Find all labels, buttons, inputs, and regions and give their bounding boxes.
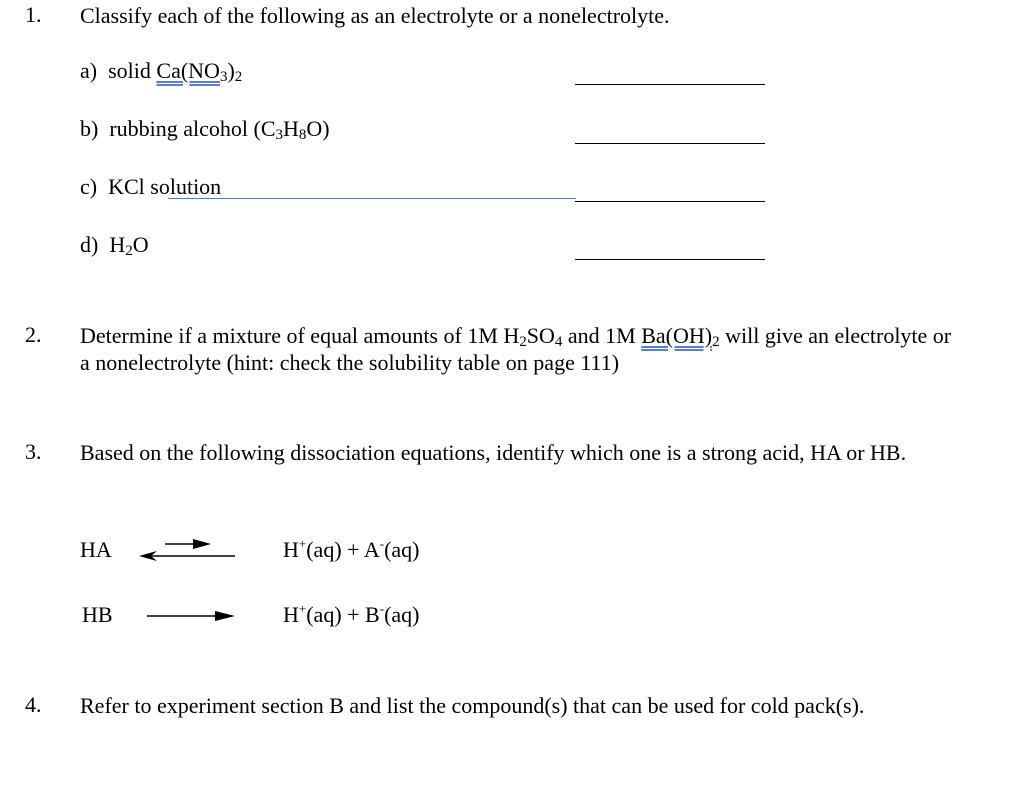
q1-item-a-prefix: solid	[108, 58, 157, 83]
q1-item-b-sub1: 3	[275, 127, 284, 143]
q2-text	[80, 322, 960, 376]
eq1-a-charge: -	[379, 536, 385, 551]
q1-item-a-formula	[156, 58, 220, 83]
q1-item-c	[80, 174, 221, 200]
q1-item-d-base: H	[109, 232, 126, 257]
q1-item-b-sub2: 8	[298, 127, 307, 143]
q1-item-d-label: d)	[80, 232, 99, 257]
q1-item-b-mid1: H	[283, 116, 299, 141]
q1-item-b-prefix: rubbing alcohol (C	[109, 116, 276, 141]
q2-sub1: 2	[519, 334, 527, 350]
q2-text-part1: Determine if a mixture of equal amounts of 1M H	[80, 323, 520, 348]
q1-item-a	[80, 58, 242, 84]
q4-number: 4.	[25, 692, 42, 717]
q1-answer-blank-d[interactable]	[575, 259, 765, 260]
q2-number: 2.	[25, 322, 42, 347]
eq1-mid: (aq) + A	[306, 537, 380, 562]
q1-number: 1.	[25, 2, 42, 27]
eq2-forward-arrow-icon	[145, 608, 237, 624]
q1-answer-blank-c[interactable]	[575, 201, 765, 202]
q1-item-c-word: solution	[150, 174, 222, 199]
q1-item-d	[80, 232, 149, 258]
q1-item-c-label: c)	[80, 174, 98, 199]
q2-text-part5: will give an electrolyte or a nonelectrolyte (hint: check the solubility table on page 111)	[80, 323, 952, 375]
q1-answer-blank-a[interactable]	[575, 84, 765, 85]
eq1-reactant: HA	[80, 537, 112, 562]
eq2-end: (aq)	[384, 602, 420, 627]
q1-item-a-close: )	[227, 58, 235, 83]
q1-text: Classify each of the following as an electrolyte or a nonelectrolyte.	[80, 3, 670, 28]
eq2-reactant: HB	[82, 602, 113, 627]
eq1-products	[283, 537, 420, 563]
q4-text: Refer to experiment section B and list the compound(s) that can be used for cold pack(s).	[80, 693, 865, 718]
q2-sub2: 4	[554, 334, 563, 350]
q1-item-c-underline	[168, 198, 576, 199]
q3-text: Based on the following dissociation equations, identify which one is a strong acid, HA or HB.	[80, 440, 907, 465]
eq2-mid: (aq) + B	[306, 602, 380, 627]
q1-item-a-label: a)	[80, 58, 98, 83]
q2-sub3: 2	[712, 334, 720, 350]
eq2-h: H	[283, 602, 299, 627]
q1-item-b-mid2: O)	[306, 116, 330, 141]
eq1-h-charge: +	[298, 536, 307, 551]
q2-text-part3: and 1M	[562, 323, 642, 348]
q1-item-a-formula-base: Ca(NO	[156, 58, 220, 83]
q1-item-a-sub2: 2	[234, 69, 243, 85]
q3-number: 3.	[25, 439, 42, 464]
eq1-h: H	[283, 537, 299, 562]
q1-item-c-prefix: KCl	[108, 174, 151, 199]
eq2-b-charge: -	[379, 601, 385, 616]
q1-answer-blank-b[interactable]	[575, 143, 765, 144]
q2-text-part2: SO	[526, 323, 555, 348]
eq1-end: (aq)	[384, 537, 420, 562]
q1-item-a-sub1: 3	[219, 69, 228, 85]
q1-item-b	[80, 116, 330, 142]
q1-item-b-label: b)	[80, 116, 99, 141]
q1-item-d-sub: 2	[125, 243, 133, 259]
q1-item-d-end: O	[132, 232, 149, 257]
eq2-h-charge: +	[298, 601, 307, 616]
eq2-products	[283, 602, 420, 628]
q2-text-baoh: Ba(OH)	[641, 323, 713, 348]
eq1-equilibrium-arrow-icon	[135, 538, 237, 562]
